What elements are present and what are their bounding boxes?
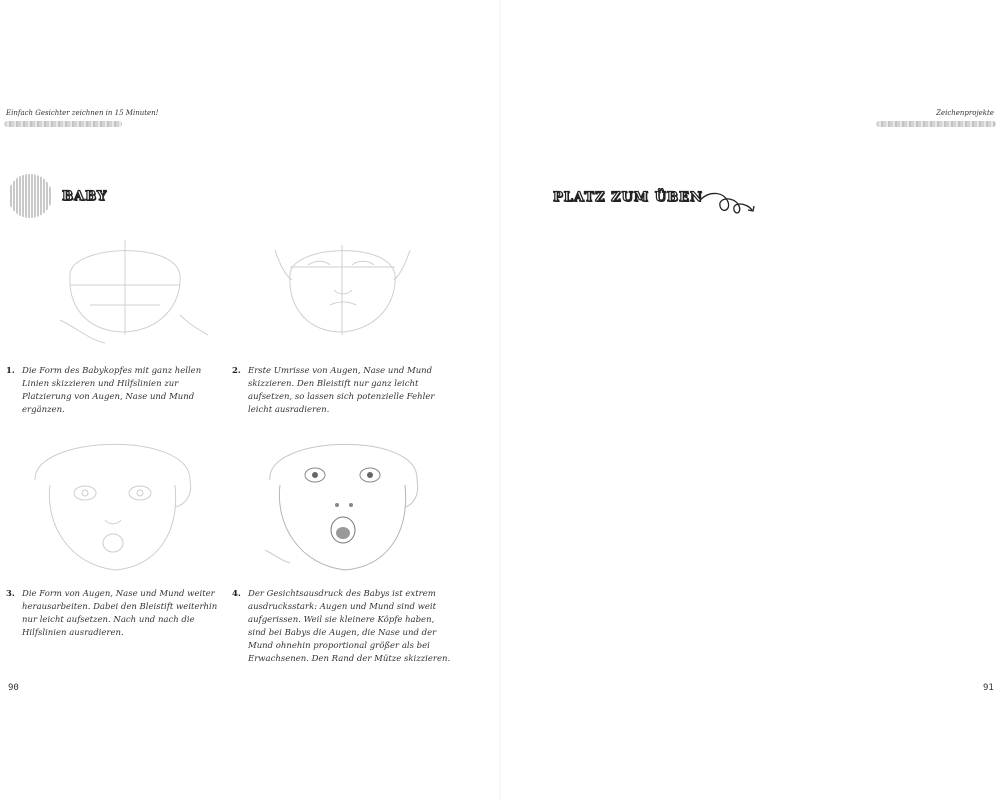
step-number: 3. [6,589,15,599]
book-gutter [499,0,501,800]
header-brush-stroke-left [4,121,122,127]
hatched-circle-icon [7,173,53,219]
step-4 [232,588,452,666]
page-number-right: 91 [983,683,994,693]
header-brush-stroke-right [876,121,996,127]
step-number: 4. [232,589,241,599]
sketch-step-4 [255,425,435,575]
step-3 [6,588,224,640]
step-number: 2. [232,366,241,376]
step-2 [232,365,454,417]
step-1 [6,365,218,417]
section-title-practice: PLATZ ZUM ÜBEN [553,190,703,205]
step-text: Erste Umrisse von Augen, Nase und Mund skizzieren. Den Bleistift nur ganz leicht aufsetzen, so lassen sich potenzielle Fehler leicht ausradieren. [248,366,435,415]
sketch-step-1 [50,235,210,345]
sketch-step-3 [25,425,205,575]
step-text: Die Form von Augen, Nase und Mund weiter herausarbeiten. Dabei den Bleistift weiterhin nur leicht aufsetzen. Nach und nach die Hilfslinien ausradieren. [22,589,218,638]
step-number: 1. [6,366,15,376]
step-text: Die Form des Babykopfes mit ganz hellen Linien skizzieren und Hilfslinien zur Platzierung von Augen, Nase und Mund ergänzen. [22,366,202,415]
page-number-left: 90 [8,683,19,693]
curly-arrow-icon [698,188,762,224]
running-title-right: Zeichenprojekte [936,109,994,117]
sketch-step-2 [270,235,420,345]
running-title-left: Einfach Gesichter zeichnen in 15 Minuten! [6,109,159,117]
step-text: Der Gesichtsausdruck des Babys ist extrem ausdrucksstark: Augen und Mund sind weit aufgerissen. Weil sie kleinere Köpfe haben, sind bei Babys die Augen, die Nase und der Mund ohnehin proportional größer als bei Erwachsenen. Den Rand der Mütze skizzieren. [248,589,451,664]
section-title-baby: BABY [62,189,108,204]
